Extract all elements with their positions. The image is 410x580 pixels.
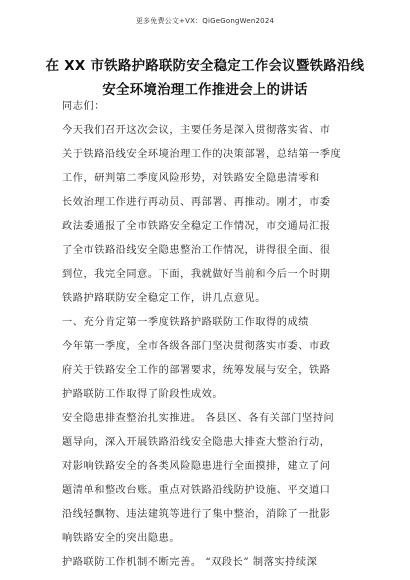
speech-title-line-2: 安全环境治理工作推进会上的讲话: [102, 83, 308, 98]
body-line: 安全隐患排查整治扎实推进。 各县区、各有关部门坚持问: [62, 413, 335, 424]
body-line: 响铁路安全的突出隐患。: [62, 533, 181, 544]
body-line: 对影响铁路安全的各类风险隐患进行全面摸排，建立了问: [62, 461, 331, 472]
header-note: 更多免费公文+VX：QiGeGongWen2024: [135, 17, 275, 25]
body-line: 今天我们召开这次会议，主要任务是深入贯彻落实省、市: [62, 125, 331, 136]
speech-title-line-1: 在 XX 市铁路护路联防安全稳定工作会议暨铁路沿线: [45, 59, 365, 74]
body-line: 铁路护路联防安全稳定工作，讲几点意见。: [62, 293, 267, 304]
body-line: 到位，我完全同意。下面，我就做好当前和今后一个时期: [62, 269, 331, 280]
body-line: 关于铁路沿线安全环境治理工作的决策部署，总结第一季度: [62, 149, 342, 160]
body-line: 护路联防工作机制不断完善。 “双段长” 制落实持续深: [62, 557, 318, 568]
body-line: 沿线轻飘物、违法建筑等进行了集中整治，消除了一批影: [62, 509, 331, 520]
body-line: 题导向，深入开展铁路沿线安全隐患大排查大整治行动，: [62, 437, 331, 448]
body-line: 护路联防工作取得了阶段性成效。: [62, 389, 224, 400]
section-heading: 一、充分肯定第一季度铁路护路联防工作取得的成绩: [62, 317, 309, 328]
body-line: 题清单和整改台账。重点对铁路沿线防护设施、平交道口: [62, 485, 331, 496]
body-line: 府关于铁路安全工作的部署要求，统筹发展与安全，铁路: [62, 365, 331, 376]
body-line: 了全市铁路沿线安全隐患整治工作情况，讲得很全面、很: [62, 245, 331, 256]
salutation: 同志们：: [62, 101, 105, 112]
body-line: 工作，研判第二季度风险形势，对铁路安全隐患清零和: [62, 173, 320, 184]
body-line: 政法委通报了全市铁路安全稳定工作情况，市交通局汇报: [62, 221, 331, 232]
body-line: 今年第一季度，全市各级各部门坚决贯彻落实市委、市政: [62, 341, 331, 352]
body-line: 长效治理工作进行再动员、再部署、再推动。刚才，市委: [62, 197, 331, 208]
